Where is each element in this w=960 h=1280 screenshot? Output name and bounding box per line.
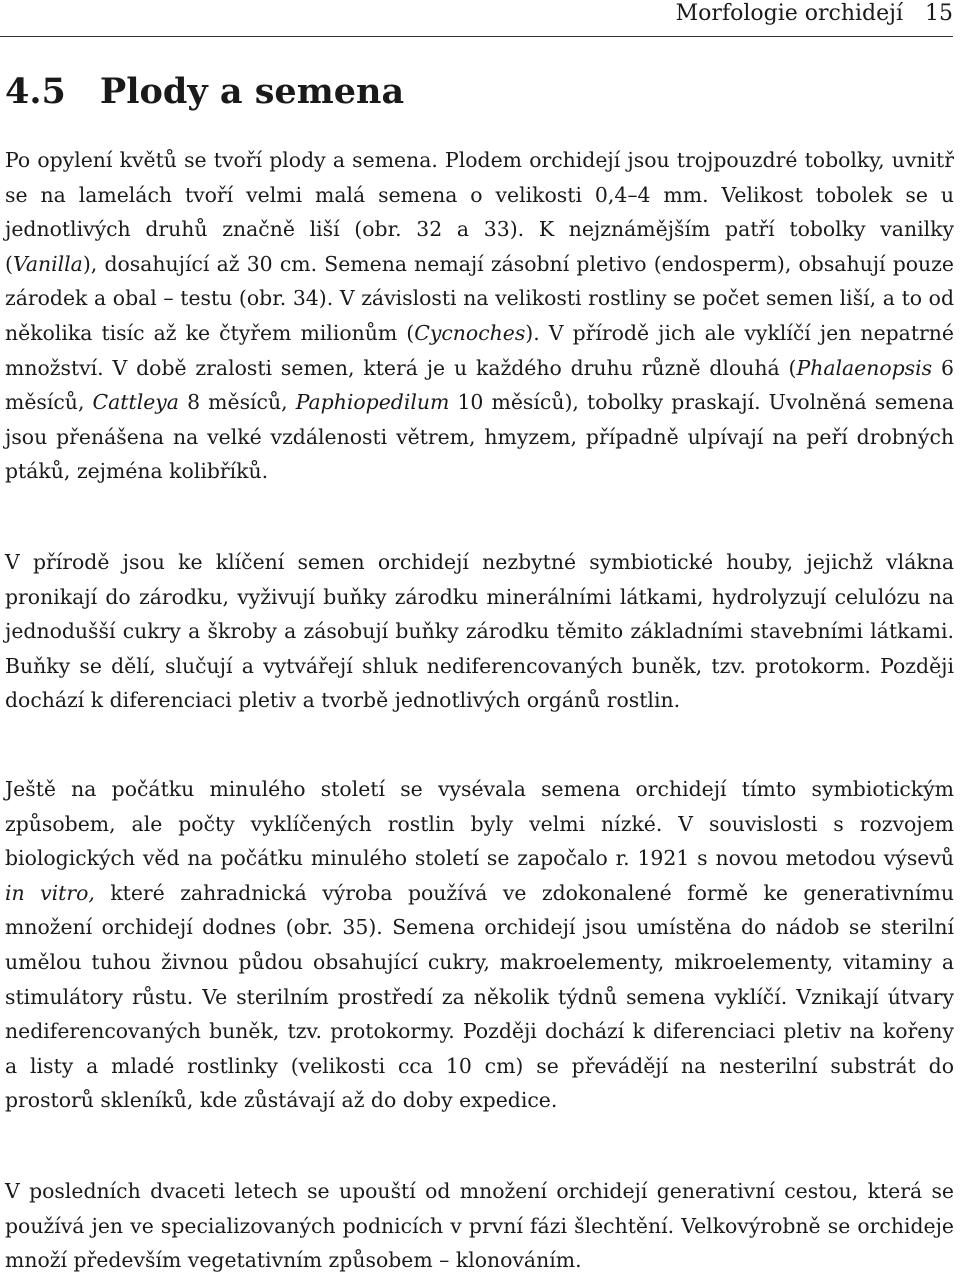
- section-heading: [5, 68, 404, 116]
- text-run: ). V přírodě jich ale vyklíčí jen nepatrné množství. V době zralosti semen, která je u každého druhu různě dlouhá (: [5, 320, 954, 380]
- section-title: Plody a semena: [99, 71, 405, 112]
- italic-genus-cycnoches: Cycnoches: [414, 320, 526, 345]
- italic-in-vitro: in vitro,: [5, 880, 95, 905]
- text-run: které zahradnická výroba používá ve zdokonalené formě ke generativnímu množení orchidejí dodnes (obr. 35). Semena orchidejí jsou umístěna do nádob se sterilní umělou tuhou živnou půdou obsahující cukry, makroelementy, mikroelementy, vitaminy a stimulátory růstu. Ve sterilním prostředí za několik týdnů semena vyklíčí. Vznikají útvary nediferencovaných buněk, tzv. protokormy. Později dochází k diferenciaci pletiv na kořeny a listy a mladé rostlinky (velikosti cca 10 cm) se převádějí na nesterilní substrát do prostorů skleníků, kde zůstávají až do doby expedice.: [5, 880, 954, 1113]
- text-run: V posledních dvaceti letech se upouští od množení orchidejí generativní cestou, která se používá jen ve specializovaných podnicích v první fázi šlechtění. Velkovýrobně se orchideje množí především vegetativním způsobem – klonováním.: [5, 1179, 954, 1273]
- page-number: 15: [925, 1, 953, 26]
- italic-genus-vanilla: Vanilla: [12, 251, 83, 276]
- running-header: [0, 0, 953, 37]
- text-run: V přírodě jsou ke klíčení semen orchidejí nezbytné symbiotické houby, jejichž vlákna pronikají do zárodku, vyživují buňky zárodku minerálními látkami, hydrolyzují celulózu na jednodušší cukry a škroby a zásobují buňky zárodku těmito základními stavebními látkami. Buňky se dělí, slučují a vytvářejí shluk nediferencovaných buněk, tzv. protokorm. Později dochází k diferenciaci pletiv a tvorbě jednotlivých orgánů rostlin.: [5, 550, 954, 713]
- italic-genus-phalaenopsis: Phalaenopsis: [796, 355, 933, 380]
- text-run: Po opylení květů se tvoří plody a semena. Plodem orchidejí jsou trojpouzdré tobolky, uvnitř se na lamelách tvoří velmi malá semena o velikosti 0,4–4 mm. Velikost tobolek se u jednotlivých druhů značně liší (obr. 32 a 33). K nejznámějším patří tobolky vanilky (: [5, 148, 954, 276]
- paragraph-vegetative-propagation: [5, 1174, 954, 1278]
- text-run: 8 měsíců,: [178, 390, 296, 415]
- section-number: 4.5: [5, 71, 66, 112]
- italic-genus-cattleya: Cattleya: [92, 390, 179, 415]
- chapter-title: Morfologie orchidejí: [675, 1, 903, 26]
- text-run: ), dosahující až 30 cm. Semena nemají zásobní pletivo (endosperm), obsahují pouze zárodek a obal – testu (obr. 34). V závislosti na velikosti rostliny se počet semen liší, a to od několika tisíc až ke čtyřem milionům (: [5, 251, 954, 345]
- text-run: 10 měsíců), tobolky praskají. Uvolněná semena jsou přenášena na velké vzdálenosti větrem, hmyzem, případně ulpívají na peří drobných ptáků, zejména kolibříků.: [5, 390, 955, 484]
- paragraph-fruits-seeds: [5, 143, 954, 489]
- paragraph-in-vitro-sowing: [5, 772, 954, 1118]
- italic-genus-paphiopedilum: Paphiopedilum: [295, 390, 450, 415]
- text-run: 6 měsíců,: [5, 355, 954, 415]
- text-run: Ještě na počátku minulého století se vysévala semena orchidejí tímto symbiotickým způsobem, ale počty vyklíčených rostlin byly velmi nízké. V souvislosti s rozvojem biologických věd na počátku minulého století se započalo r. 1921 s novou metodou výsevů: [5, 777, 954, 871]
- paragraph-symbiotic-germination: [5, 545, 954, 718]
